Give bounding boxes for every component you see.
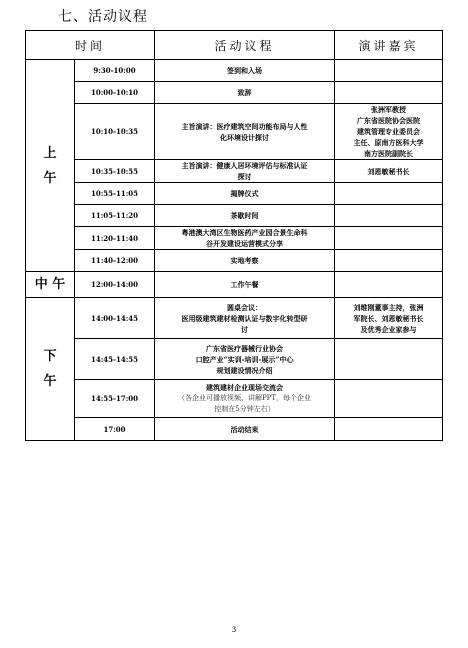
header-speakers: 演讲嘉宾 <box>335 31 443 60</box>
speaker-cell <box>335 104 443 160</box>
speaker-text: 军院长、刘恩敏秘书长 <box>353 313 424 323</box>
time-cell: 11:20-11:40 <box>75 227 155 250</box>
page-number: 3 <box>231 626 237 634</box>
period-label: 上 <box>43 145 57 161</box>
period-noon: 中 午 <box>26 272 75 298</box>
agenda-text: 广东省医疗器械行业协会 <box>206 343 284 353</box>
speaker-text: 主任、原南方医科大学 <box>353 138 424 147</box>
speaker-text: 建筑管理专业委员会 <box>357 127 421 136</box>
section-title: 七、活动议程 <box>58 9 148 25</box>
agenda-text: 化环境设计探讨 <box>220 132 270 142</box>
speaker-cell <box>335 380 443 418</box>
agenda-cell <box>155 183 335 205</box>
agenda-cell <box>155 227 335 250</box>
agenda-text: 揭牌仪式 <box>230 189 259 198</box>
speaker-cell <box>335 205 443 227</box>
agenda-cell <box>155 298 335 339</box>
agenda-text: 茶歇时间 <box>230 211 259 220</box>
agenda-cell <box>155 380 335 418</box>
table-row <box>26 160 443 183</box>
agenda-text: 讨 <box>241 324 249 334</box>
agenda-text: 口腔产业“实训-培训-展示”中心 <box>195 354 294 364</box>
period-label: 午 <box>43 170 57 186</box>
table-row <box>26 205 443 227</box>
table-row <box>26 183 443 205</box>
period-morning <box>26 60 75 272</box>
agenda-text: 探讨 <box>237 172 252 181</box>
agenda-cell <box>155 339 335 380</box>
agenda-note: 控制在5分钟左右） <box>214 405 275 413</box>
agenda-text: 主旨演讲：医疗建筑空间功能布局与人性 <box>181 121 308 131</box>
time-cell: 14:00-14:45 <box>75 298 155 339</box>
agenda-text: 建筑建材企业现场交流会 <box>206 383 284 392</box>
agenda-cell <box>155 104 335 160</box>
agenda-cell <box>155 272 335 298</box>
agenda-note: （各企业可播放视频、讲解PPT，每个企业 <box>177 394 312 402</box>
time-cell: 17:00 <box>75 418 155 441</box>
agenda-text: 致辞 <box>237 88 252 97</box>
time-cell: 10:55-11:05 <box>75 183 155 205</box>
table-row <box>26 272 443 298</box>
table-row <box>26 60 443 82</box>
speaker-cell <box>335 250 443 272</box>
speaker-cell <box>335 272 443 298</box>
time-cell: 10:35-10:55 <box>75 160 155 183</box>
speaker-cell <box>335 183 443 205</box>
table-row <box>26 227 443 250</box>
speaker-text: 张洲军教授 <box>371 105 407 114</box>
agenda-text: 主旨演讲：健康人居环境评估与标准认证 <box>181 161 308 170</box>
agenda-cell <box>155 82 335 104</box>
table-row <box>26 339 443 380</box>
speaker-text: 刘恩敏秘书长 <box>367 166 410 176</box>
agenda-text: 粤港澳大湾区生物医药产业园合景生命科 <box>181 228 308 237</box>
agenda-text: 谷开发建设运营模式分享 <box>206 239 284 248</box>
agenda-text: 规划建设情况介绍 <box>216 365 273 375</box>
agenda-cell <box>155 250 335 272</box>
time-cell: 14:45-14:55 <box>75 339 155 380</box>
agenda-cell <box>155 160 335 183</box>
agenda-text: 医用级建筑建材检测认证与数字化转型研 <box>181 313 308 323</box>
time-cell: 10:00-10:10 <box>75 82 155 104</box>
table-row <box>26 82 443 104</box>
time-cell: 12:00-14:00 <box>75 272 155 298</box>
agenda-cell <box>155 205 335 227</box>
agenda-text: 工作午餐 <box>230 280 259 289</box>
agenda-text: 圆桌会议： <box>227 302 263 312</box>
speaker-text: 广东省医院协会医院 <box>357 116 421 125</box>
agenda-table <box>25 30 443 441</box>
header-agenda: 活动议程 <box>155 31 335 60</box>
period-label: 下 <box>43 349 57 364</box>
table-row <box>26 380 443 418</box>
table-row <box>26 104 443 160</box>
speaker-cell <box>335 227 443 250</box>
header-time: 时间 <box>26 31 155 60</box>
speaker-cell <box>335 298 443 339</box>
speaker-text: 南方医院副院长 <box>364 149 414 158</box>
table-row <box>26 250 443 272</box>
period-afternoon <box>26 298 75 441</box>
speaker-text: 刘维刚董事主持，张洲 <box>353 302 424 312</box>
speaker-cell <box>335 82 443 104</box>
period-label: 午 <box>43 374 57 389</box>
time-cell: 10:10-10:35 <box>75 104 155 160</box>
speaker-cell <box>335 418 443 441</box>
speaker-cell <box>335 339 443 380</box>
agenda-text: 活动结束 <box>230 424 259 434</box>
time-cell: 11:05-11:20 <box>75 205 155 227</box>
table-row <box>26 298 443 339</box>
table-header-row <box>26 31 443 60</box>
time-cell: 9:30-10:00 <box>75 60 155 82</box>
table-row <box>26 418 443 441</box>
time-cell: 14:55-17:00 <box>75 380 155 418</box>
agenda-cell <box>155 418 335 441</box>
agenda-text: 实地考察 <box>230 256 259 265</box>
speaker-text: 及优秀企业家参与 <box>360 324 417 334</box>
speaker-cell <box>335 60 443 82</box>
speaker-cell <box>335 160 443 183</box>
time-cell: 11:40-12:00 <box>75 250 155 272</box>
agenda-cell <box>155 60 335 82</box>
agenda-text: 签到和入场 <box>227 66 263 75</box>
